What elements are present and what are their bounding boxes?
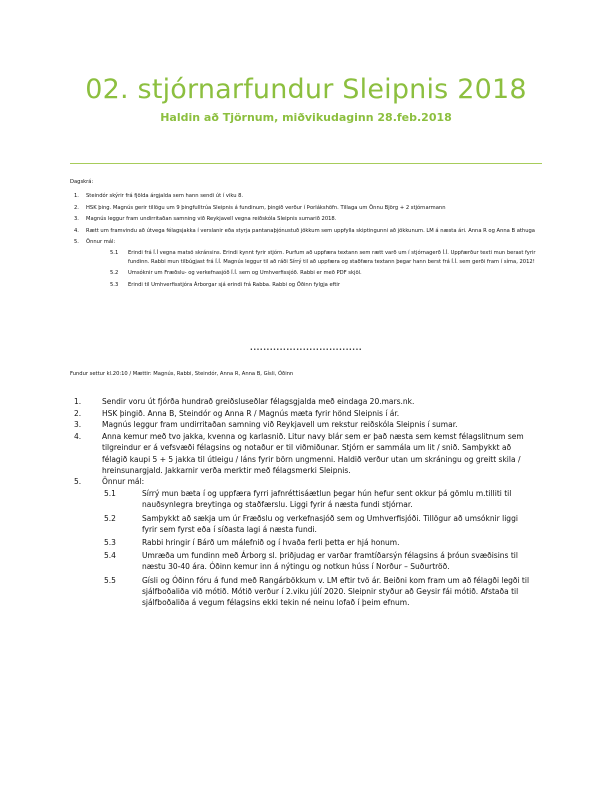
minutes-subitem: [102, 550, 530, 572]
minutes-item: [70, 419, 530, 430]
agenda-subitem: [70, 269, 550, 277]
minutes-subitem-number: 5.5: [104, 575, 116, 585]
minutes-item: [70, 408, 530, 419]
agenda-heading: Dagskrá:: [70, 179, 94, 185]
minutes-subitem-number: 5.2: [104, 513, 116, 523]
minutes-item-text: Önnur mál:: [102, 477, 145, 487]
minutes-item-number: 4.: [74, 432, 82, 442]
minutes-item-text: Anna kemur með tvo jakka, kvenna og karlasnið. Litur navy blár sem er það næsta sem kemst félagslitnum sem tilgreindur er á vefsvæði félagsins og notaður er til viðmiðunar. Stjórn er sammála um lit / snið. Samþykkt að félagið kaupi 5 + 5 jakka til útleigu / láns fyrir börn ungmenni. Haldið verður utan um skráningu og greitt skila / hreinsunargjald. Jakkarnir verða merktir með félagsmerki Sleipnis.: [102, 432, 524, 475]
document-subtitle: Haldin að Tjörnum, miðvikudaginn 28.feb.2018: [160, 111, 452, 124]
minutes-subitem-text: Sírrý mun bæta í og uppfæra fyrri jafnréttisáætlun þegar hún hefur sent okkur þá gömlu m.tilliti til nauðsynlegra breytinga og staðfærslu. Liggi fyrir á næsta fundi stjórnar.: [142, 489, 512, 510]
agenda-item-text: HSK þing. Magnús gerir tillögu um 9 þingfulltrúa Sleipnis á fundinum, þingið verður í Þorlákshöfn. Tillaga um Önnu Björg + 2 stjórnarmann: [86, 204, 446, 211]
agenda-item-text: Steindór skýrir frá fjölda árgjalda sem hann sendi út í viku 8.: [86, 193, 244, 200]
agenda-subitem-text: Erindi til Umhverfisstjóra Árborgar sjá erindi frá Rabba. Rabbi og Öðinn fylgja eftir: [128, 281, 340, 288]
agenda-item: [70, 192, 550, 200]
agenda-item-text: Rætt um framvindu að útvega félagsjakka í verslanir eða styrja pantanaþjónustuð jökkum sem uppfylla skiptingunni að jökkunum. LM á næsta ári. Anna R og Anna B athuga: [86, 227, 535, 234]
minutes-item: [70, 396, 530, 407]
agenda-item-text: Magnús leggur fram undirritaðan samning við Reykjavell vegna reiðskóla Sleipnis sumarið 2018.: [86, 216, 337, 223]
minutes-subitem-text: Gísli og Óðinn fóru á fund með Rangárbökkum v. LM eftir tvö ár. Beiðni kom fram um að félagði legði til sjálfboðaliða við mótið. Mótið verður í 2.viku júlí 2020. Sleipnir styður að Geysir fái mótið. Afstaða til sjálfboðaliða á vegum félagsins ekki tekin né neinu lofað í þeim efnum.: [142, 575, 530, 607]
minutes-subitem-number: 5.3: [104, 537, 116, 547]
agenda-item-number: 2.: [74, 204, 79, 211]
header-divider: [70, 163, 542, 164]
minutes-item-text: Magnús leggur fram undirritaðan samning við Reykjavell um rekstur reiðskóla Sleipnis í sumar.: [102, 420, 458, 430]
agenda-item-number: 5.: [74, 239, 79, 246]
agenda-subitem: [70, 249, 550, 266]
agenda-item-text: Önnur mál:: [86, 239, 116, 246]
agenda-subitem-number: 5.1: [110, 250, 119, 257]
minutes-subitem: [102, 488, 530, 510]
minutes-subitem: [102, 537, 530, 548]
minutes-subitem-text: Rabbi hringir í Bárð um málefnið og í hvaða ferli þetta er hjá honum.: [142, 537, 400, 547]
document-title: 02. stjórnarfundur Sleipnis 2018: [85, 74, 527, 105]
agenda-item-number: 4.: [74, 227, 79, 234]
section-separator: ••••••••••••••••••••••••••••••••••: [249, 347, 363, 353]
agenda-subitem-number: 5.2: [110, 270, 119, 277]
minutes-item-number: 1.: [74, 397, 82, 406]
minutes-subitem: [102, 513, 530, 535]
minutes-item: [70, 476, 530, 487]
minutes-subitem-number: 5.1: [104, 489, 116, 499]
agenda-item: [70, 215, 550, 223]
agenda-item: [70, 204, 550, 212]
meeting-info: Fundur settur kl.20:10 / Mættir: Magnús, Rabbi, Steindór, Anna R, Anna B, Gísli, Óðinn: [70, 371, 294, 377]
minutes-item-text: Sendir voru út fjórða hundrað greiðsluseðlar félagsgjalda með eindaga 20.mars.nk.: [102, 397, 415, 406]
minutes-subitem: [102, 575, 530, 609]
minutes-item-number: 3.: [74, 420, 82, 430]
agenda-subitem-text: Umsóknir um Fræðslu- og verkefnasjóð Í.Í. sem og Umhverfissjóð. Rabbi er með PDF skjöl.: [128, 270, 362, 277]
minutes-item-number: 2.: [74, 408, 82, 418]
minutes-subitem-number: 5.4: [104, 551, 116, 561]
minutes-subitem-text: Umræða um fundinn með Árborg sl. þriðjudag er varðar framtíðarsýn félagsins á þróun svæðisins til næstu 30-40 ára. Óðinn kemur inn á nýtingu og notkun húss í Norður – Suðurtröð.: [142, 551, 518, 572]
agenda-section: [70, 178, 550, 292]
minutes-item: [70, 431, 530, 476]
agenda-item-number: 3.: [74, 216, 79, 223]
minutes-item-text: HSK þingið. Anna B, Steindór og Anna R / Magnús mæta fyrir hönd Sleipnis í ár.: [102, 408, 400, 418]
agenda-item: [70, 227, 550, 235]
agenda-item-number: 1.: [74, 193, 79, 200]
agenda-subitem-text: Erindi frá Í.Í vegna matsö skránsins. Erindi kynnt fyrir stjórn. Þurfum að uppfæra textann sem rætt varð um í stjórnagerð Í.Í. Uppfærður texti mun berast fyrir fundinn. Rabbi mun tilbúgjast frá Í.Í. Magnús leggur til að ráði Sírrý til að uppfæra og staðfæra textann þegar hann berst frá Í.Í. sem gerði fram í síma, 2012!: [128, 250, 536, 265]
agenda-item: [70, 238, 550, 246]
agenda-subitem: [70, 281, 550, 289]
minutes-item-number: 5.: [74, 477, 82, 487]
minutes-subitem-text: Samþykkt að sækja um úr Fræðslu og verkefnasjóð sem og Umhverfisjóði. Tillögur að umsóknir liggi fyrir sem fyrst eða í síðasta lagi á næsta fundi.: [142, 513, 518, 534]
minutes-section: [70, 396, 530, 610]
agenda-subitem-number: 5.3: [110, 281, 119, 288]
